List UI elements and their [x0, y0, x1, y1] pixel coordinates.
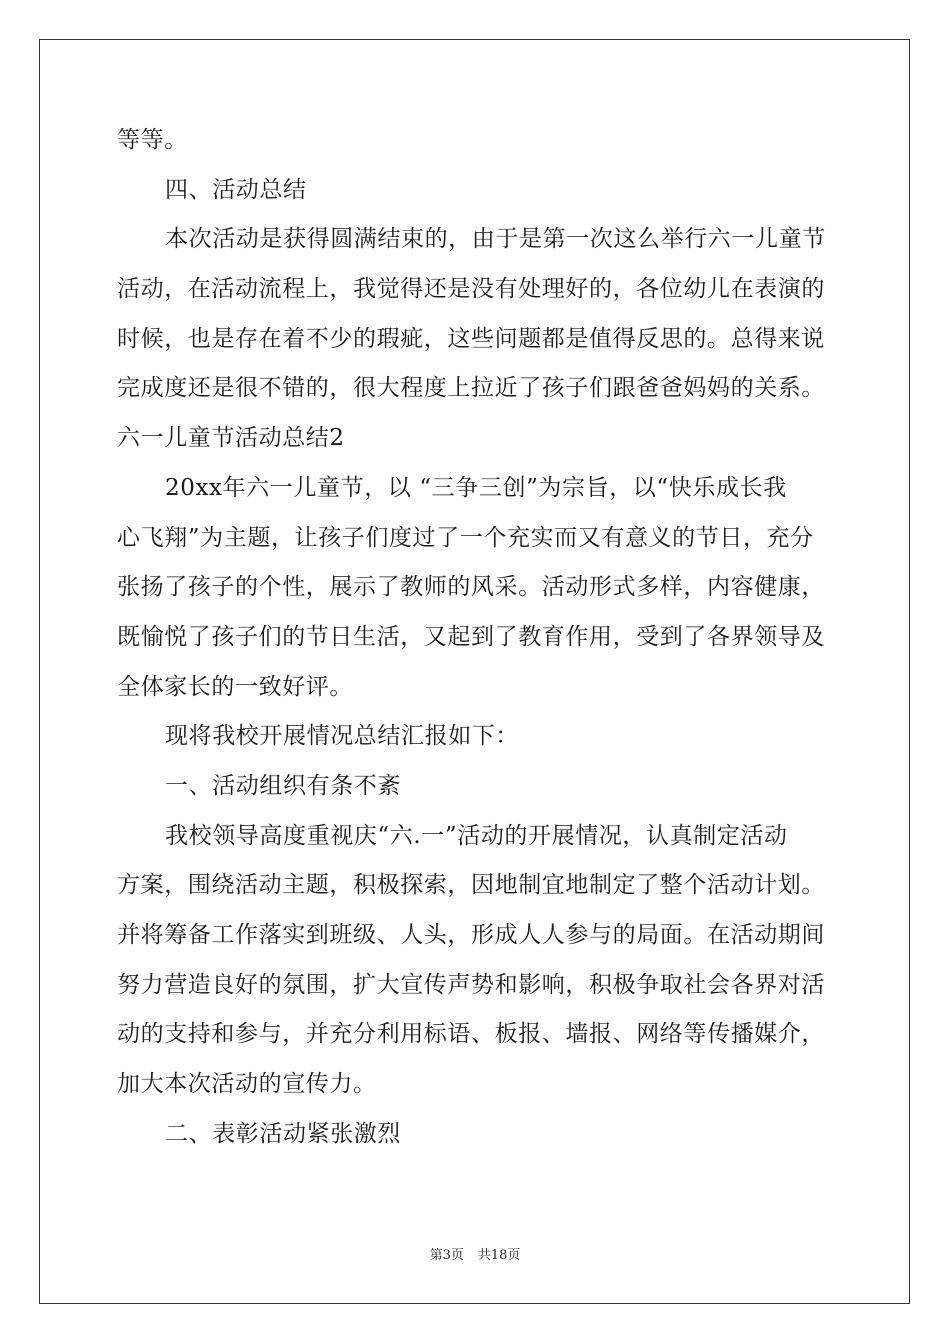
document-title-2: 六一儿童节活动总结2: [117, 425, 345, 452]
paragraph-line: 并将筹备工作落实到班级、人头，形成人人参与的局面。在活动期间: [117, 922, 825, 948]
paragraph-line: 方案，围绕活动主题，积极探索，因地制宜地制定了整个活动计划。: [117, 872, 825, 899]
page-number: 第3页: [429, 1248, 464, 1263]
paragraph-line: 本次活动是获得圆满结束的，由于是第一次这么举行六一儿童节: [165, 226, 826, 253]
document-body: [117, 128, 837, 1171]
paragraph-line: 动的支持和参与，并充分利用标语、板报、墙报、网络等传播媒介，: [117, 1021, 825, 1048]
paragraph-line: 完成度还是很不错的，很大程度上拉近了孩子们跟爸爸妈妈的关系。: [117, 375, 825, 402]
paragraph-line: 时候，也是存在着不少的瑕疵，这些问题都是值得反思的。总得来说: [117, 325, 825, 352]
paragraph-line: 加大本次活动的宣传力。: [117, 1071, 377, 1098]
paragraph-line: 现将我校开展情况总结汇报如下：: [165, 723, 519, 750]
paragraph-line: 等等。: [117, 127, 188, 153]
section-heading-summary: 四、活动总结: [165, 176, 307, 203]
paragraph-line: 心飞翔”为主题，让孩子们度过了一个充实而又有意义的节日，充分: [117, 524, 814, 551]
paragraph-line: 张扬了孩子的个性，展示了教师的风采。活动形式多样，内容健康，: [117, 574, 825, 601]
page-footer: [0, 1248, 950, 1264]
paragraph-line: 努力营造良好的氛围，扩大宣传声势和影响，积极争取社会各界对活: [117, 971, 825, 998]
section-heading-commendation: 二、表彰活动紧张激烈: [165, 1120, 401, 1147]
paragraph-line: 全体家长的一致好评。: [117, 673, 353, 700]
paragraph-line: 活动，在活动流程上，我觉得还是没有处理好的，各位幼儿在表演的: [117, 276, 825, 303]
paragraph-line: 既愉悦了孩子们的节日生活，又起到了教育作用，受到了各界领导及: [117, 623, 825, 650]
section-heading-organization: 一、活动组织有条不紊: [165, 772, 401, 799]
paragraph-line: 我校领导高度重视庆“六.一”活动的开展情况，认真制定活动: [165, 822, 788, 849]
paragraph-line: 20xx年六一儿童节，以 “三争三创”为宗旨，以“快乐成长我: [165, 474, 787, 501]
total-pages: 共18页: [477, 1248, 521, 1263]
